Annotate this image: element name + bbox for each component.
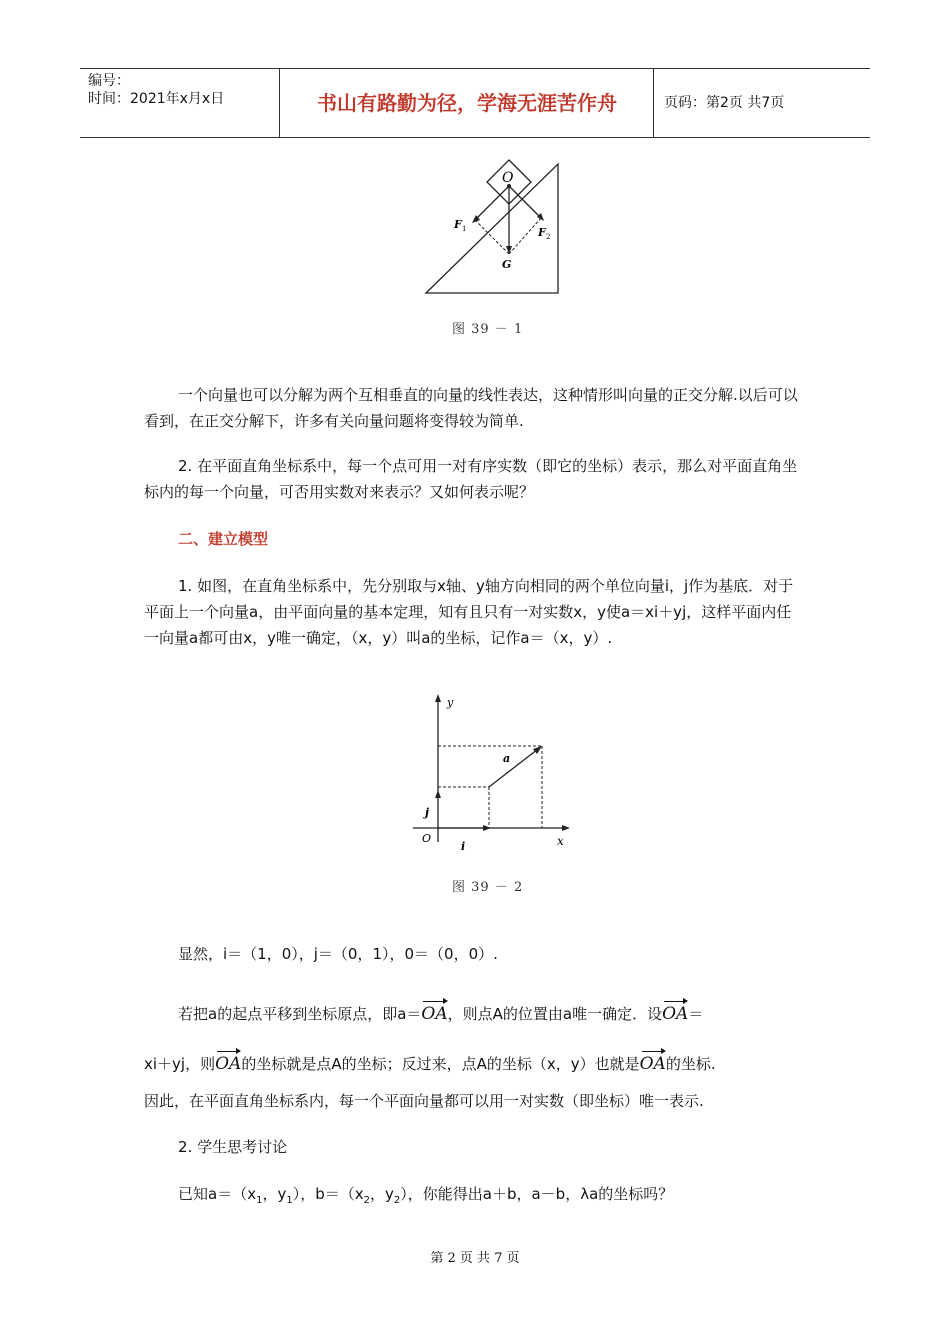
vector-a xyxy=(489,749,538,787)
paragraph-orthogonal-decomposition: 一个向量也可以分解为两个互相垂直的向量的线性表达，这种情形叫向量的正交分解.以后可以看到，在正交分解下，许多有关向量问题将变得较为简单. xyxy=(144,386,798,430)
dashed-line-f2-g xyxy=(509,218,541,254)
line7-s3: 2 xyxy=(363,1195,370,1206)
label-a: a xyxy=(503,752,511,765)
label-origin: O xyxy=(422,832,432,845)
page-footer: 第 2 页 共 7 页 xyxy=(430,1251,520,1266)
code-label: 编号： xyxy=(88,73,130,89)
figure2-caption: 图 39 － 2 xyxy=(452,880,524,895)
line-discussion: 2. 学生思考讨论 xyxy=(178,1138,288,1156)
figure1-caption: 图 39 － 1 xyxy=(452,322,524,337)
label-f1-sub: 1 xyxy=(462,225,467,233)
label-y: y xyxy=(447,696,454,709)
line5b-part1: xi＋yj，则 xyxy=(144,1055,216,1073)
figure-incline-forces xyxy=(420,158,570,298)
line5b-part3: 的坐标. xyxy=(665,1055,716,1073)
dashed-line-f1-g xyxy=(475,220,509,254)
label-o: O xyxy=(502,170,514,186)
line7-p2: ，y xyxy=(262,1185,287,1203)
header-motto: 书山有路勤为径，学海无涯苦作舟 xyxy=(281,69,654,137)
label-j: j xyxy=(425,806,429,819)
paragraph-coordinates-definition: 1. 如图，在直角坐标系中，先分别取与x轴、y轴方向相同的两个单位向量i，j作为基底．对于平面上一个向量a，由平面向量的基本定理，知有且只有一对实数x，y使a＝xi＋yj，这样平面内任一向量a都可由x，y唯一确定，（x，y）叫a的坐标，记作a＝（x，y）. xyxy=(144,577,794,647)
header-page-info: 页码：第2页 共7页 xyxy=(664,95,785,111)
line7-p4: ，y xyxy=(370,1185,394,1203)
line-question-coordinates xyxy=(178,1183,673,1206)
line7-p3: ），b＝（x xyxy=(292,1185,364,1203)
line-obvious: 显然，i＝（1，0），j＝（0，1），0＝（0，0）. xyxy=(178,945,498,963)
gravity-arrowhead xyxy=(506,246,512,254)
section-heading-build-model: 二、建立模型 xyxy=(178,530,269,548)
line-translate-origin xyxy=(178,1000,703,1024)
f1-vector xyxy=(475,186,509,220)
line7-s2: 1 xyxy=(286,1195,293,1206)
label-f2: F xyxy=(538,226,546,239)
vector-i-arrowhead xyxy=(483,825,491,831)
line7-p5: ），你能得出a＋b，a－b，λa的坐标吗？ xyxy=(400,1185,674,1203)
page-header xyxy=(80,68,870,138)
line-conclusion: 因此，在平面直角坐标系内，每一个平面向量都可以用一对实数（即坐标）唯一表示. xyxy=(144,1092,704,1110)
line5a-part1: 若把a的起点平移到坐标原点，即a＝ xyxy=(178,1005,422,1023)
line7-s4: 2 xyxy=(393,1195,401,1206)
label-f1: F xyxy=(454,218,462,231)
line7-s1: 1 xyxy=(256,1195,263,1206)
vector-oa-2: OA xyxy=(662,1000,688,1024)
paragraph-question: 2. 在平面直角坐标系中，每一个点可用一对有序实数（即它的坐标）表示，那么对平面直角坐标内的每一个向量，可否用实数对来表示？又如何表示呢？ xyxy=(144,457,798,501)
line5a-part2: ，则点A的位置由a唯一确定．设 xyxy=(447,1005,663,1023)
line5a-part3: ＝ xyxy=(688,1005,704,1023)
label-i: i xyxy=(461,840,466,853)
line5b-part2: 的坐标就是点A的坐标；反过来，点A的坐标（x，y）也就是 xyxy=(241,1055,640,1073)
vector-j-arrowhead xyxy=(435,790,441,798)
f2-vector xyxy=(509,186,541,218)
line-coordinate-relation xyxy=(144,1050,716,1074)
label-x: x xyxy=(557,834,564,848)
header-left-cell xyxy=(80,69,280,137)
vector-oa-4: OA xyxy=(640,1050,666,1074)
vector-oa-1: OA xyxy=(421,1000,447,1024)
vector-oa-3: OA xyxy=(215,1050,241,1074)
label-f2-sub: 2 xyxy=(546,233,551,241)
vector-a-arrowhead xyxy=(533,746,542,754)
line7-p1: 已知a＝（x xyxy=(178,1185,257,1203)
figure-coordinate-vector xyxy=(405,690,575,855)
label-g: G xyxy=(502,258,512,271)
time-label: 时间：2021年x月x日 xyxy=(88,91,225,107)
y-axis-arrowhead xyxy=(435,694,441,702)
x-axis-arrowhead xyxy=(562,825,570,831)
